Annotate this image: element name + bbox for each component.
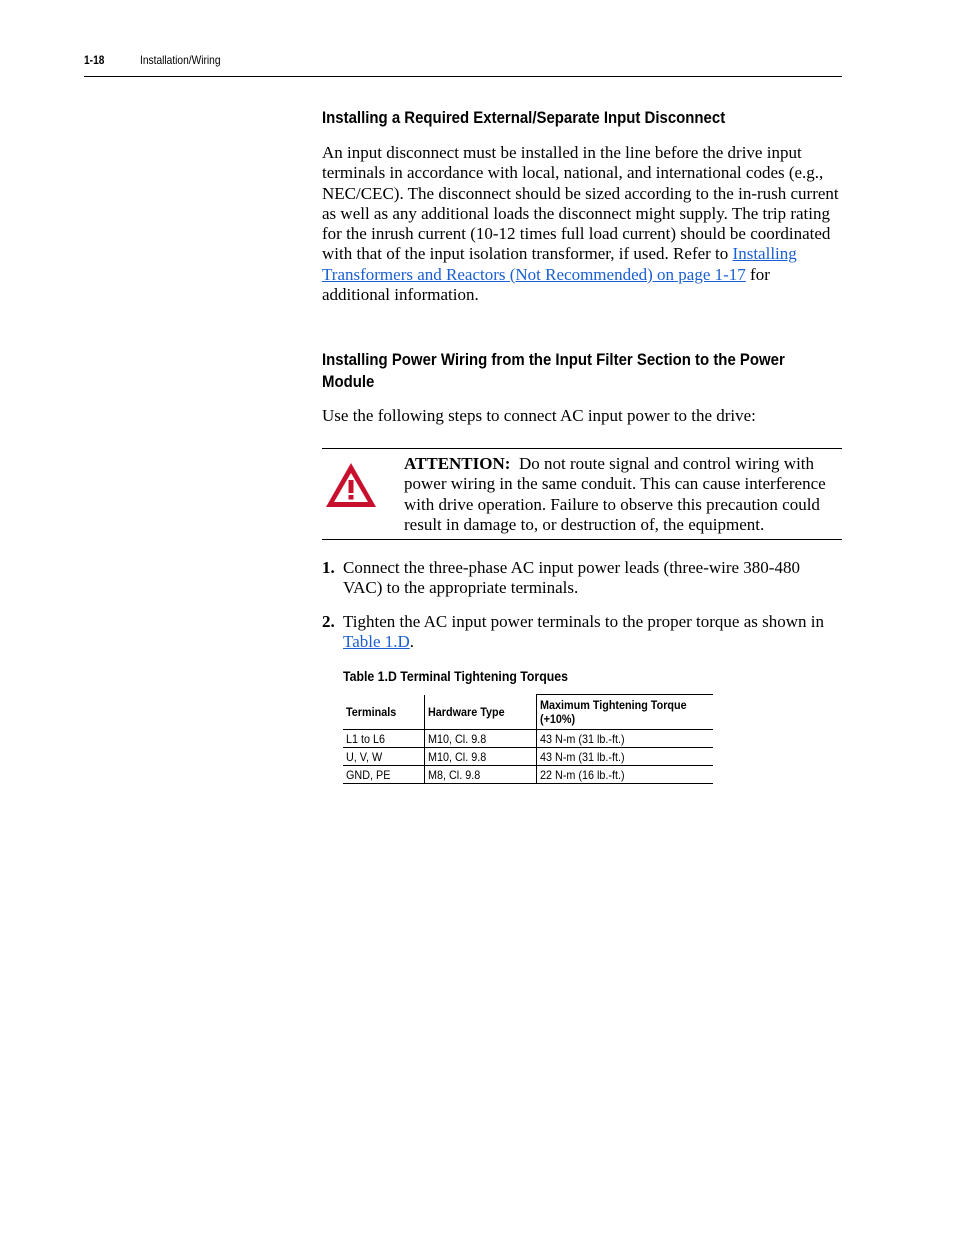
table-row: [343, 766, 713, 784]
page-header: [84, 52, 842, 77]
table-caption: Table 1.D Terminal Tightening Torques: [343, 668, 568, 684]
attention-text: Do not route signal and control wiring with power wiring in the same conduit. This can cause interference with drive operation. Failure to observe this precaution could result in damage to, or destruction of, the equipment.: [404, 454, 826, 534]
paragraph-text: An input disconnect must be installed in the line before the drive input terminals in accordance with local, national, and international codes (e.g., NEC/CEC). The disconnect should be sized according to the in-rush current as well as any additional loads the disconnect might supply. The trip rating for the inrush current (10-12 times full load current) should be coordinated with that of the input isolation transformer, if used. Refer to: [322, 143, 839, 264]
table-1d-link[interactable]: Table 1.D: [343, 632, 410, 652]
step-text-end: .: [409, 632, 415, 652]
table-cell: L1 to L6: [343, 730, 425, 748]
paragraph-text-end: for additional information.: [322, 264, 770, 305]
steps-intro: Use the following steps to connect AC input power to the drive:: [322, 406, 756, 425]
table-cell: M10, Cl. 9.8: [425, 748, 537, 766]
section-name: Installation/Wiring: [140, 53, 221, 67]
step-text-block: [343, 612, 842, 653]
transformers-link[interactable]: Installing Transformers and Reactors (Not Recommended) on page 1-17: [322, 244, 797, 284]
step-number: 1.: [322, 558, 335, 577]
table-cell: U, V, W: [343, 748, 425, 766]
table-row: [343, 748, 713, 766]
torque-table: [343, 694, 713, 784]
table-cell: 43 N-m (31 lb.-ft.): [537, 748, 714, 766]
attention-label: ATTENTION:: [404, 454, 511, 473]
page-number: 1-18: [84, 53, 105, 67]
section-title-disconnect: Installing a Required External/Separate Input Disconnect: [322, 108, 726, 127]
table-header-cell: Maximum Tightening Torque (+10%): [537, 695, 714, 730]
table-header-cell: Terminals: [343, 695, 425, 730]
disconnect-paragraph: [322, 143, 842, 305]
table-cell: M10, Cl. 9.8: [425, 730, 537, 748]
table-cell: GND, PE: [343, 766, 425, 784]
table-cell: 22 N-m (16 lb.-ft.): [537, 766, 714, 784]
table-cell: M8, Cl. 9.8: [425, 766, 537, 784]
table-header-cell: Hardware Type: [425, 695, 537, 730]
section-title-power-wiring: Installing Power Wiring from the Input Filter Section to the Power Module: [322, 350, 785, 391]
warning-triangle-icon: [324, 461, 378, 509]
table-header-row: [343, 695, 713, 730]
table-row: [343, 730, 713, 748]
step-text: Tighten the AC input power terminals to the proper torque as shown in: [343, 612, 824, 631]
step-text: Connect the three-phase AC input power leads (three-wire 380-480 VAC) to the appropriate terminals.: [343, 558, 800, 598]
table-cell: 43 N-m (31 lb.-ft.): [537, 730, 714, 748]
attention-box: [322, 448, 842, 540]
step-number: 2.: [322, 612, 335, 631]
attention-text-block: [404, 454, 842, 535]
